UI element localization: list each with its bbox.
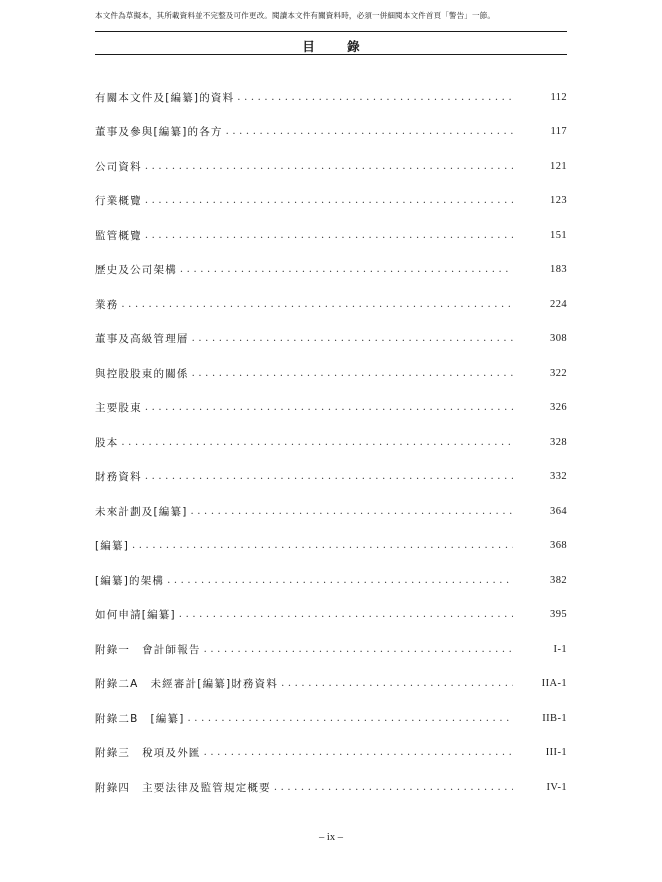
toc-entry[interactable]	[95, 529, 567, 564]
dot-leader	[274, 782, 513, 793]
toc-entry-title: 主要法律及監管規定概要	[142, 781, 271, 794]
toc-entry-label	[95, 124, 223, 139]
dot-leader	[226, 126, 513, 137]
toc-entry-page: 328	[550, 436, 567, 448]
dot-leader	[237, 92, 513, 103]
toc-entry-page: IV-1	[546, 781, 567, 793]
dot-leader	[145, 161, 513, 172]
toc-entry-label	[95, 538, 129, 553]
toc-entry-label	[95, 504, 188, 519]
appendix-prefix: 附錄二B	[95, 712, 139, 725]
toc-entry[interactable]	[95, 149, 567, 184]
toc-entry-page: 395	[550, 609, 567, 621]
toc-entry-page: 326	[550, 402, 567, 414]
toc-entry-label	[95, 607, 176, 622]
toc-entry-title: 與控股股東的關係	[95, 367, 189, 380]
toc-entry-page: 121	[550, 160, 567, 172]
toc-entry-page: 183	[550, 264, 567, 276]
toc-entry-page: 368	[550, 540, 567, 552]
toc-entry-label	[95, 469, 142, 484]
dot-leader	[281, 678, 513, 689]
toc-entry-page: 123	[550, 195, 567, 207]
toc-entry-title: [編纂]	[150, 712, 185, 725]
toc-entry[interactable]	[95, 391, 567, 426]
toc-entry-label	[95, 676, 278, 691]
toc-entry-page: IIA-1	[541, 678, 567, 690]
toc-entry[interactable]	[95, 287, 567, 322]
toc-entry-title: [編纂]	[95, 540, 129, 553]
toc-entry-page: 332	[550, 471, 567, 483]
toc-entry-title: 未來計劃及[編纂]	[95, 505, 188, 518]
dot-leader	[192, 333, 513, 344]
toc-entry-title: 監管概覽	[95, 229, 142, 242]
toc-entry-label	[95, 297, 118, 312]
toc-entry[interactable]	[95, 770, 567, 805]
toc-entry[interactable]	[95, 322, 567, 357]
toc-entry-label	[95, 642, 201, 657]
toc-entry-label	[95, 228, 142, 243]
toc-entry-title: 董事及高級管理層	[95, 333, 189, 346]
top-rule	[95, 31, 567, 32]
toc-entry[interactable]	[95, 460, 567, 495]
dot-leader	[179, 609, 513, 620]
dot-leader	[204, 644, 513, 655]
toc-entry-title: 行業概覽	[95, 195, 142, 208]
dot-leader	[191, 506, 514, 517]
dot-leader	[192, 368, 513, 379]
toc-entry-title: 有關本文件及[編纂]的資料	[95, 91, 235, 104]
toc-entry-label	[95, 331, 189, 346]
toc-title: 目 錄	[302, 39, 374, 54]
dot-leader	[132, 540, 513, 551]
draft-notice: 本文件為草擬本，其所載資料並不完整及可作更改。閱讀本文件有關資料時，必須一併細閱本文件首頁「警告」一節。	[95, 11, 496, 20]
toc-entry-label	[95, 745, 201, 760]
dot-leader	[204, 747, 513, 758]
appendix-prefix: 附錄二A	[95, 678, 139, 691]
appendix-prefix: 附錄一	[95, 643, 131, 656]
toc-entry[interactable]	[95, 356, 567, 391]
toc-entry-title: 歷史及公司架構	[95, 264, 177, 277]
toc-entry[interactable]	[95, 632, 567, 667]
dot-leader	[121, 299, 513, 310]
dot-leader	[188, 713, 513, 724]
toc-entry-title: [編纂]的架構	[95, 574, 165, 587]
toc-entry[interactable]	[95, 494, 567, 529]
toc-entry-page: I-1	[553, 643, 567, 655]
toc-entry-label	[95, 780, 271, 795]
toc-entry-page: 112	[550, 91, 567, 103]
dot-leader	[167, 575, 513, 586]
toc-entry-title: 稅項及外匯	[142, 747, 201, 760]
toc-entry-title: 主要股東	[95, 402, 142, 415]
dot-leader	[145, 230, 513, 241]
toc-entry-title: 公司資料	[95, 160, 142, 173]
toc-entry-page: IIB-1	[542, 712, 567, 724]
toc-entry[interactable]	[95, 736, 567, 771]
toc-entry-label	[95, 711, 185, 726]
toc-entry-label	[95, 193, 142, 208]
toc-entry-page: 322	[550, 367, 567, 379]
toc-entry-page: III-1	[545, 747, 567, 759]
toc-entry-page: 151	[550, 229, 567, 241]
appendix-prefix: 附錄三	[95, 747, 131, 760]
toc-entry-title: 財務資料	[95, 471, 142, 484]
toc-entry-title: 董事及參與[編纂]的各方	[95, 126, 223, 139]
title-rule	[95, 54, 567, 55]
toc-entry-label	[95, 366, 189, 381]
toc-entry-title: 會計師報告	[142, 643, 201, 656]
dot-leader	[145, 471, 513, 482]
toc-entry[interactable]	[95, 598, 567, 633]
toc-entry-title: 未經審計[編纂]財務資料	[150, 678, 279, 691]
toc-entry-title: 股本	[95, 436, 119, 449]
toc-entry-title: 如何申請[編纂]	[95, 609, 176, 622]
toc-entry-label	[95, 435, 118, 450]
dot-leader	[145, 195, 513, 206]
toc-list	[95, 80, 567, 805]
toc-entry-title: 業務	[95, 298, 119, 311]
toc-entry-label	[95, 90, 234, 105]
toc-entry-label	[95, 400, 142, 415]
toc-entry-label	[95, 573, 164, 588]
toc-entry-page: 117	[550, 126, 567, 138]
toc-entry[interactable]	[95, 218, 567, 253]
toc-entry[interactable]	[95, 425, 567, 460]
page-number: – ix –	[319, 832, 343, 843]
toc-entry-label	[95, 262, 177, 277]
toc-entry-page: 382	[550, 574, 567, 586]
toc-entry-page: 364	[550, 505, 567, 517]
toc-entry[interactable]	[95, 563, 567, 598]
appendix-prefix: 附錄四	[95, 781, 131, 794]
toc-entry-page: 224	[550, 298, 567, 310]
toc-entry[interactable]	[95, 80, 567, 115]
toc-entry[interactable]	[95, 667, 567, 702]
toc-entry[interactable]	[95, 115, 567, 150]
dot-leader	[121, 437, 513, 448]
dot-leader	[180, 264, 513, 275]
toc-entry-label	[95, 159, 142, 174]
toc-entry[interactable]	[95, 701, 567, 736]
toc-entry[interactable]	[95, 253, 567, 288]
toc-entry-page: 308	[550, 333, 567, 345]
dot-leader	[145, 402, 513, 413]
toc-entry[interactable]	[95, 184, 567, 219]
